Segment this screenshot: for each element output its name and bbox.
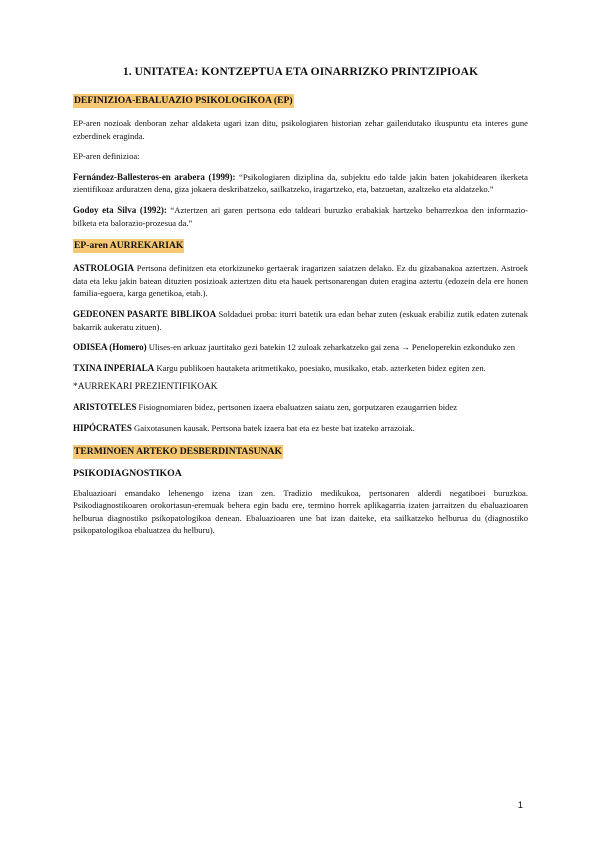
psikodiagnostikoa-heading: PSIKODIAGNOSTIKOA (73, 467, 182, 479)
astrologia-paragraph (73, 262, 528, 300)
prezientifikoak-heading: *AURREKARI PREZIENTIFIKOAK (73, 382, 218, 393)
gedeon-text: Soldaduei proba: iturri batetik ura edan behar zuten (eskuak erabiliz zutik edaten zutenak bakarrik aukeratu zituen). (73, 308, 528, 332)
definition-1-text: “Psikologiaren diziplina da, subjektu edo talde jakin baten jokabidearen ikerketa zientifikoaz arduratzen dena, giza jokaera deskribatzeko, sailkatzeko, iragartzeko, eta, batzuetan, azaltzeko eta aldatzeko.” (73, 171, 528, 195)
highlighted-heading: EP-aren AURREKARIAK (74, 240, 184, 252)
odisea-title: ODISEA (Homero) (73, 342, 147, 353)
astrologia-text: Pertsona definitzen eta etorkizuneko gertaerak iragartzen saiatzen delako. Ez du gizabanakoa aztertzen. Astroek data eta leku jakin batean dituzten posizioak aztertzen ditu eta hauek pertsonarengan duten eragina aztertu (edozein dela ere honen familia-egoera, karga genetikoa, etab.). (73, 263, 528, 299)
highlighted-heading: DEFINIZIOA-EBALUAZIO PSIKOLOGIKOA (EP) (74, 95, 293, 106)
txina-paragraph (73, 362, 528, 375)
section-terminoen-heading (73, 443, 528, 459)
aristoteles-title: ARISTOTELES (73, 402, 137, 413)
odisea-text: Ulises-en arkuaz jaurtitako gezi batekin 12 zuloak zeharkatzeko gai zena → Peneloperekin ezkonduko zen (146, 342, 516, 353)
aristoteles-paragraph (73, 401, 528, 414)
definition-1-author: Fernández-Ballesteros-en arabera (1999): (73, 171, 236, 182)
aristoteles-text: Fisiognomiaren bidez, pertsonen izaera ebaluatzen saiatu zen, gorputzaren ezaugarrien bidez (136, 402, 458, 413)
page-number: 1 (517, 800, 523, 811)
odisea-paragraph (73, 341, 528, 354)
hipocrates-text: Gaixotasunen kausak. Pertsona batek izaera bat eta ez beste bat izateko arrazoiak. (131, 422, 415, 433)
hipocrates-title: HIPÓCRATES (73, 422, 132, 433)
psikodiagnostikoa-paragraph: Ebaluazioari emandako lehenengo izena izan zen. Tradizio medikukoa, pertsonaren alderdi negatiboei buruzkoa. Psikodiagnostikoaren orokortasun-eremuak behera egin badu ere, termino horrek aplikagarria izaten jarraitzen du ebaluazioaren helburua diagnostiko psikopatologikoa denean. Ebaluazioaren une bat izan daiteke, eta sailkatzeko helburua du (diagnostiko psikopatologikoa ebaluatzea du helburu). (73, 487, 528, 536)
definition-2-text: “Aztertzen ari garen pertsona edo taldeari buruzko erabakiak hartzeko beharrezkoa den informazio-bilketa eta balorazio-prozesua da.” (73, 204, 528, 228)
gedeon-title: GEDEONEN PASARTE BIBLIKOA (73, 308, 217, 319)
highlighted-heading: TERMINOEN ARTEKO DESBERDINTASUNAK (74, 445, 282, 457)
definition-label: EP-aren definizioa: (73, 151, 140, 162)
intro-paragraph: EP-aren nozioak denboran zehar aldaketa ugari izan ditu, psikologiaren historian zehar gailendutako ikuspuntu eta interes gune ezberdinek eraginda. (73, 118, 528, 141)
definition-2 (73, 204, 528, 229)
section-definizioa-heading (73, 92, 528, 108)
definition-2-author: Godoy eta Silva (1992): (73, 204, 167, 215)
page-title: 1. UNITATEA: KONTZEPTUA ETA OINARRIZKO PRINTZIPIOAK (122, 66, 479, 78)
section-aurrekariak-heading (73, 237, 528, 253)
txina-text: Kargu publikoen hautaketa aritmetikako, poesiako, musikako, etab. azterketen bidez egiten zen. (154, 362, 486, 373)
astrologia-title: ASTROLOGIA (73, 263, 135, 274)
gedeon-paragraph (73, 308, 528, 333)
document-page (73, 66, 528, 545)
hipocrates-paragraph (73, 422, 528, 435)
definition-1 (73, 171, 528, 196)
txina-title: TXINA INPERIALA (73, 362, 155, 373)
